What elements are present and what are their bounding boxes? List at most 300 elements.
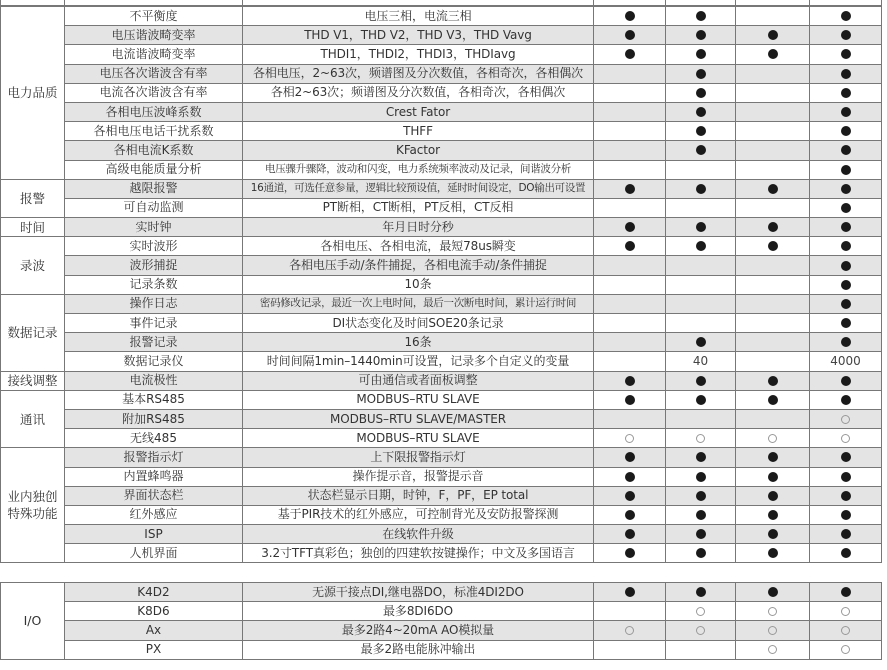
model-support-cell bbox=[666, 314, 736, 333]
model-support-cell bbox=[666, 64, 736, 83]
standard-dot-icon bbox=[841, 107, 851, 117]
standard-dot-icon bbox=[696, 49, 706, 59]
description-cell: 最多2路4~20mA AO模拟量 bbox=[243, 621, 594, 640]
model-support-cell bbox=[594, 390, 666, 409]
model-support-cell bbox=[736, 256, 810, 275]
model-support-cell bbox=[810, 409, 882, 428]
optional-circle-icon bbox=[625, 434, 634, 443]
standard-dot-icon bbox=[841, 491, 851, 501]
model-support-cell bbox=[810, 83, 882, 102]
model-support-cell bbox=[810, 583, 882, 602]
feature-cell: 红外感应 bbox=[65, 505, 243, 524]
standard-dot-icon bbox=[841, 184, 851, 194]
model-support-cell bbox=[810, 314, 882, 333]
standard-dot-icon bbox=[696, 88, 706, 98]
standard-dot-icon bbox=[696, 337, 706, 347]
description-cell: 16条 bbox=[243, 333, 594, 352]
support-value: 40 bbox=[692, 353, 709, 368]
standard-dot-icon bbox=[768, 222, 778, 232]
table-row bbox=[1, 141, 882, 160]
standard-dot-icon bbox=[841, 299, 851, 309]
model-support-cell bbox=[736, 160, 810, 179]
category-cell: 时间 bbox=[1, 218, 65, 237]
optional-circle-icon bbox=[696, 434, 705, 443]
category-cell: 通讯 bbox=[1, 390, 65, 448]
model-support-cell bbox=[666, 583, 736, 602]
description-cell: 各相电压手动/条件捕捉，各相电流手动/条件捕捉 bbox=[243, 256, 594, 275]
feature-cell: 实时波形 bbox=[65, 237, 243, 256]
model-support-cell bbox=[594, 602, 666, 621]
standard-dot-icon bbox=[841, 280, 851, 290]
model-support-cell bbox=[736, 7, 810, 26]
model-support-cell bbox=[666, 371, 736, 390]
feature-cell: 可自动监测 bbox=[65, 198, 243, 217]
feature-cell: ISP bbox=[65, 525, 243, 544]
model-support-cell bbox=[594, 275, 666, 294]
feature-cell: 基本RS485 bbox=[65, 390, 243, 409]
model-support-cell bbox=[810, 429, 882, 448]
model-support-cell bbox=[594, 544, 666, 563]
model-support-cell bbox=[666, 294, 736, 313]
model-support-cell bbox=[810, 26, 882, 45]
standard-dot-icon bbox=[696, 145, 706, 155]
model-support-cell bbox=[666, 122, 736, 141]
standard-dot-icon bbox=[841, 30, 851, 40]
table-row bbox=[1, 102, 882, 121]
optional-circle-icon bbox=[768, 434, 777, 443]
standard-dot-icon bbox=[625, 30, 635, 40]
standard-dot-icon bbox=[696, 548, 706, 558]
standard-dot-icon bbox=[768, 548, 778, 558]
table-row bbox=[1, 390, 882, 409]
standard-dot-icon bbox=[696, 222, 706, 232]
standard-dot-icon bbox=[768, 472, 778, 482]
table-row bbox=[1, 352, 882, 371]
standard-dot-icon bbox=[696, 241, 706, 251]
category-cell: 数据记录 bbox=[1, 294, 65, 371]
table-row bbox=[1, 583, 882, 602]
model-support-cell bbox=[666, 621, 736, 640]
table-row bbox=[1, 640, 882, 659]
model-support-cell bbox=[810, 275, 882, 294]
standard-dot-icon bbox=[841, 529, 851, 539]
standard-dot-icon bbox=[625, 510, 635, 520]
description-cell: 操作提示音，报警提示音 bbox=[243, 467, 594, 486]
model-support-cell bbox=[594, 371, 666, 390]
model-support-cell bbox=[736, 602, 810, 621]
model-support-cell bbox=[810, 390, 882, 409]
feature-cell: 实时钟 bbox=[65, 218, 243, 237]
feature-cell: 界面状态栏 bbox=[65, 486, 243, 505]
model-support-cell bbox=[810, 544, 882, 563]
model-support-cell bbox=[810, 256, 882, 275]
standard-dot-icon bbox=[625, 529, 635, 539]
description-cell: 无源干接点DI,继电器DO，标准4DI2DO bbox=[243, 583, 594, 602]
model-support-cell bbox=[666, 409, 736, 428]
optional-circle-icon bbox=[696, 607, 705, 616]
model-support-cell bbox=[736, 275, 810, 294]
model-support-cell bbox=[810, 467, 882, 486]
feature-cell: 无线485 bbox=[65, 429, 243, 448]
description-cell: 各相2~63次；频谱图及分次数值，各相奇次，各相偶次 bbox=[243, 83, 594, 102]
standard-dot-icon bbox=[841, 88, 851, 98]
standard-dot-icon bbox=[841, 261, 851, 271]
feature-cell: 电流极性 bbox=[65, 371, 243, 390]
description-cell: 16通道，可选任意参量，逻辑比较预设值，延时时间设定，DO输出可设置 bbox=[243, 179, 594, 198]
category-cell: 录波 bbox=[1, 237, 65, 295]
standard-dot-icon bbox=[768, 510, 778, 520]
model-support-cell bbox=[810, 179, 882, 198]
model-support-cell bbox=[666, 102, 736, 121]
model-support-cell bbox=[736, 237, 810, 256]
feature-cell: 内置蜂鸣器 bbox=[65, 467, 243, 486]
category-cell: 业内独创 特殊功能 bbox=[1, 448, 65, 563]
model-support-cell bbox=[594, 294, 666, 313]
table-row bbox=[1, 26, 882, 45]
model-support-cell bbox=[594, 83, 666, 102]
optional-circle-icon bbox=[841, 607, 850, 616]
standard-dot-icon bbox=[768, 452, 778, 462]
model-support-cell bbox=[810, 371, 882, 390]
model-support-cell bbox=[810, 621, 882, 640]
model-support-cell bbox=[666, 83, 736, 102]
standard-dot-icon bbox=[841, 587, 851, 597]
model-support-cell bbox=[810, 505, 882, 524]
standard-dot-icon bbox=[625, 241, 635, 251]
description-cell: 状态栏显示日期，时钟，F，PF，EP total bbox=[243, 486, 594, 505]
standard-dot-icon bbox=[768, 241, 778, 251]
optional-circle-icon bbox=[768, 607, 777, 616]
model-support-cell bbox=[666, 26, 736, 45]
model-support-cell bbox=[594, 621, 666, 640]
model-support-cell bbox=[736, 141, 810, 160]
model-support-cell bbox=[666, 390, 736, 409]
model-support-cell bbox=[594, 26, 666, 45]
feature-cell: 附加RS485 bbox=[65, 409, 243, 428]
model-support-cell bbox=[666, 7, 736, 26]
standard-dot-icon bbox=[696, 452, 706, 462]
standard-dot-icon bbox=[625, 395, 635, 405]
model-support-cell bbox=[736, 102, 810, 121]
feature-cell: 电流各次谐波含有率 bbox=[65, 83, 243, 102]
feature-cell: K8D6 bbox=[65, 602, 243, 621]
model-support-cell bbox=[810, 218, 882, 237]
model-support-cell bbox=[736, 26, 810, 45]
feature-cell: 报警指示灯 bbox=[65, 448, 243, 467]
model-support-cell bbox=[594, 7, 666, 26]
model-support-cell bbox=[736, 352, 810, 371]
model-support-cell bbox=[594, 64, 666, 83]
model-support-cell bbox=[736, 583, 810, 602]
feature-cell: 数据记录仪 bbox=[65, 352, 243, 371]
standard-dot-icon bbox=[625, 49, 635, 59]
standard-dot-icon bbox=[841, 452, 851, 462]
description-cell: 基于PIR技术的红外感应，可控制背光及安防报警探测 bbox=[243, 505, 594, 524]
model-support-cell bbox=[666, 179, 736, 198]
model-support-cell bbox=[594, 256, 666, 275]
model-support-cell bbox=[736, 314, 810, 333]
description-cell: 密码修改记录，最近一次上电时间，最后一次断电时间，累计运行时间 bbox=[243, 294, 594, 313]
standard-dot-icon bbox=[768, 587, 778, 597]
model-support-cell bbox=[736, 218, 810, 237]
standard-dot-icon bbox=[841, 241, 851, 251]
table-row bbox=[1, 448, 882, 467]
model-support-cell bbox=[594, 160, 666, 179]
table-row bbox=[1, 602, 882, 621]
description-cell: THFF bbox=[243, 122, 594, 141]
model-support-cell bbox=[666, 333, 736, 352]
table-row bbox=[1, 486, 882, 505]
standard-dot-icon bbox=[696, 376, 706, 386]
standard-dot-icon bbox=[841, 337, 851, 347]
model-support-cell bbox=[666, 429, 736, 448]
standard-dot-icon bbox=[696, 126, 706, 136]
feature-cell: 不平衡度 bbox=[65, 7, 243, 26]
model-support-cell bbox=[736, 525, 810, 544]
model-support-cell bbox=[810, 237, 882, 256]
table-row bbox=[1, 621, 882, 640]
model-support-cell bbox=[736, 179, 810, 198]
description-cell: MODBUS–RTU SLAVE bbox=[243, 429, 594, 448]
model-support-cell bbox=[594, 448, 666, 467]
model-support-cell bbox=[594, 583, 666, 602]
description-cell: 3.2寸TFT真彩色；独创的四建软按键操作；中文及多国语言 bbox=[243, 544, 594, 563]
description-cell: 最多8DI6DO bbox=[243, 602, 594, 621]
model-support-cell bbox=[594, 102, 666, 121]
category-cell: 电力品质 bbox=[1, 7, 65, 180]
model-support-cell bbox=[736, 198, 810, 217]
model-support-cell bbox=[594, 218, 666, 237]
model-support-cell bbox=[666, 486, 736, 505]
model-support-cell bbox=[736, 371, 810, 390]
standard-dot-icon bbox=[696, 30, 706, 40]
model-support-cell bbox=[594, 486, 666, 505]
description-cell: 各相电压，2~63次，频谱图及分次数值，各相奇次，各相偶次 bbox=[243, 64, 594, 83]
table-row bbox=[1, 256, 882, 275]
model-support-cell bbox=[666, 160, 736, 179]
model-support-cell bbox=[736, 621, 810, 640]
table-row bbox=[1, 525, 882, 544]
optional-circle-icon bbox=[841, 645, 850, 654]
optional-circle-icon bbox=[625, 626, 634, 635]
standard-dot-icon bbox=[625, 376, 635, 386]
model-support-cell bbox=[594, 179, 666, 198]
table-row bbox=[1, 467, 882, 486]
standard-dot-icon bbox=[696, 395, 706, 405]
model-support-cell bbox=[810, 352, 882, 371]
table-row bbox=[1, 122, 882, 141]
standard-dot-icon bbox=[625, 452, 635, 462]
model-support-cell bbox=[594, 409, 666, 428]
standard-dot-icon bbox=[696, 69, 706, 79]
table-row bbox=[1, 83, 882, 102]
model-support-cell bbox=[594, 198, 666, 217]
standard-dot-icon bbox=[625, 184, 635, 194]
model-support-cell bbox=[594, 467, 666, 486]
model-support-cell bbox=[594, 45, 666, 64]
model-support-cell bbox=[810, 198, 882, 217]
table-row bbox=[1, 429, 882, 448]
standard-dot-icon bbox=[768, 184, 778, 194]
model-support-cell bbox=[666, 141, 736, 160]
optional-circle-icon bbox=[768, 626, 777, 635]
standard-dot-icon bbox=[696, 510, 706, 520]
optional-circle-icon bbox=[841, 626, 850, 635]
standard-dot-icon bbox=[841, 11, 851, 21]
model-support-cell bbox=[736, 64, 810, 83]
standard-dot-icon bbox=[841, 165, 851, 175]
description-cell: PT断相，CT断相，PT反相，CT反相 bbox=[243, 198, 594, 217]
model-support-cell bbox=[666, 218, 736, 237]
model-support-cell bbox=[594, 237, 666, 256]
model-support-cell bbox=[594, 314, 666, 333]
optional-circle-icon bbox=[768, 645, 777, 654]
model-support-cell bbox=[594, 122, 666, 141]
model-support-cell bbox=[736, 333, 810, 352]
model-support-cell bbox=[736, 294, 810, 313]
feature-cell: 电压谐波畸变率 bbox=[65, 26, 243, 45]
model-support-cell bbox=[736, 45, 810, 64]
standard-dot-icon bbox=[696, 11, 706, 21]
model-support-cell bbox=[810, 525, 882, 544]
model-support-cell bbox=[666, 237, 736, 256]
description-cell: 在线软件升级 bbox=[243, 525, 594, 544]
model-support-cell bbox=[666, 45, 736, 64]
standard-dot-icon bbox=[768, 529, 778, 539]
model-support-cell bbox=[810, 160, 882, 179]
model-support-cell bbox=[666, 640, 736, 659]
standard-dot-icon bbox=[841, 318, 851, 328]
model-support-cell bbox=[736, 640, 810, 659]
feature-cell: 电压各次谐波含有率 bbox=[65, 64, 243, 83]
description-cell: THD V1，THD V2，THD V3，THD Vavg bbox=[243, 26, 594, 45]
description-cell: 电压三相，电流三相 bbox=[243, 7, 594, 26]
model-support-cell bbox=[736, 429, 810, 448]
model-support-cell bbox=[736, 544, 810, 563]
feature-cell: 事件记录 bbox=[65, 314, 243, 333]
table-row bbox=[1, 371, 882, 390]
standard-dot-icon bbox=[625, 491, 635, 501]
model-support-cell bbox=[736, 122, 810, 141]
model-support-cell bbox=[736, 486, 810, 505]
model-support-cell bbox=[594, 525, 666, 544]
model-support-cell bbox=[594, 141, 666, 160]
feature-cell: 越限报警 bbox=[65, 179, 243, 198]
standard-dot-icon bbox=[625, 222, 635, 232]
model-support-cell bbox=[666, 602, 736, 621]
category-cell: 报警 bbox=[1, 179, 65, 217]
model-support-cell bbox=[810, 294, 882, 313]
model-support-cell bbox=[666, 544, 736, 563]
model-support-cell bbox=[736, 467, 810, 486]
model-support-cell bbox=[810, 602, 882, 621]
model-support-cell bbox=[736, 448, 810, 467]
description-cell: 年月日时分秒 bbox=[243, 218, 594, 237]
standard-dot-icon bbox=[625, 472, 635, 482]
feature-cell: 电流谐波畸变率 bbox=[65, 45, 243, 64]
model-support-cell bbox=[666, 505, 736, 524]
table-row bbox=[1, 160, 882, 179]
table-row bbox=[1, 7, 882, 26]
standard-dot-icon bbox=[768, 395, 778, 405]
table-row bbox=[1, 544, 882, 563]
description-cell: 最多2路电能脉冲输出 bbox=[243, 640, 594, 659]
feature-cell: 波形捕捉 bbox=[65, 256, 243, 275]
model-support-cell bbox=[810, 486, 882, 505]
category-cell: I/O bbox=[1, 583, 65, 660]
standard-dot-icon bbox=[696, 107, 706, 117]
model-support-cell bbox=[736, 409, 810, 428]
optional-circle-icon bbox=[841, 434, 850, 443]
model-support-cell bbox=[594, 333, 666, 352]
feature-cell: 操作日志 bbox=[65, 294, 243, 313]
standard-dot-icon bbox=[841, 472, 851, 482]
description-cell: 各相电压、各相电流，最短78us瞬变 bbox=[243, 237, 594, 256]
feature-cell: K4D2 bbox=[65, 583, 243, 602]
description-cell: KFactor bbox=[243, 141, 594, 160]
feature-cell: 报警记录 bbox=[65, 333, 243, 352]
table-row bbox=[1, 409, 882, 428]
feature-cell: Ax bbox=[65, 621, 243, 640]
description-cell: 可由通信或者面板调整 bbox=[243, 371, 594, 390]
standard-dot-icon bbox=[841, 548, 851, 558]
feature-comparison-table bbox=[0, 6, 882, 563]
standard-dot-icon bbox=[625, 587, 635, 597]
standard-dot-icon bbox=[696, 529, 706, 539]
model-support-cell bbox=[810, 640, 882, 659]
standard-dot-icon bbox=[768, 49, 778, 59]
model-support-cell bbox=[810, 102, 882, 121]
description-cell: 上下限报警指示灯 bbox=[243, 448, 594, 467]
description-cell: 时间间隔1min–1440min可设置，记录多个自定义的变量 bbox=[243, 352, 594, 371]
model-support-cell bbox=[810, 141, 882, 160]
model-support-cell bbox=[666, 525, 736, 544]
standard-dot-icon bbox=[841, 395, 851, 405]
model-support-cell bbox=[666, 198, 736, 217]
description-cell: 电压骤升骤降，波动和闪变，电力系统频率波动及记录，间谐波分析 bbox=[243, 160, 594, 179]
optional-circle-icon bbox=[696, 626, 705, 635]
standard-dot-icon bbox=[696, 491, 706, 501]
table-row bbox=[1, 333, 882, 352]
standard-dot-icon bbox=[768, 30, 778, 40]
model-support-cell bbox=[810, 333, 882, 352]
model-support-cell bbox=[736, 83, 810, 102]
feature-cell: 人机界面 bbox=[65, 544, 243, 563]
description-cell: Crest Fator bbox=[243, 102, 594, 121]
feature-cell: 各相电压波峰系数 bbox=[65, 102, 243, 121]
model-support-cell bbox=[594, 429, 666, 448]
standard-dot-icon bbox=[625, 548, 635, 558]
model-support-cell bbox=[666, 352, 736, 371]
category-cell: 接线调整 bbox=[1, 371, 65, 390]
model-support-cell bbox=[810, 45, 882, 64]
model-support-cell bbox=[666, 467, 736, 486]
description-cell: MODBUS–RTU SLAVE/MASTER bbox=[243, 409, 594, 428]
standard-dot-icon bbox=[768, 376, 778, 386]
table-row bbox=[1, 275, 882, 294]
standard-dot-icon bbox=[841, 145, 851, 155]
model-support-cell bbox=[666, 275, 736, 294]
table-row bbox=[1, 294, 882, 313]
model-support-cell bbox=[810, 64, 882, 83]
standard-dot-icon bbox=[696, 472, 706, 482]
description-cell: MODBUS–RTU SLAVE bbox=[243, 390, 594, 409]
table-row bbox=[1, 218, 882, 237]
standard-dot-icon bbox=[625, 11, 635, 21]
table-row bbox=[1, 198, 882, 217]
feature-cell: PX bbox=[65, 640, 243, 659]
standard-dot-icon bbox=[841, 376, 851, 386]
